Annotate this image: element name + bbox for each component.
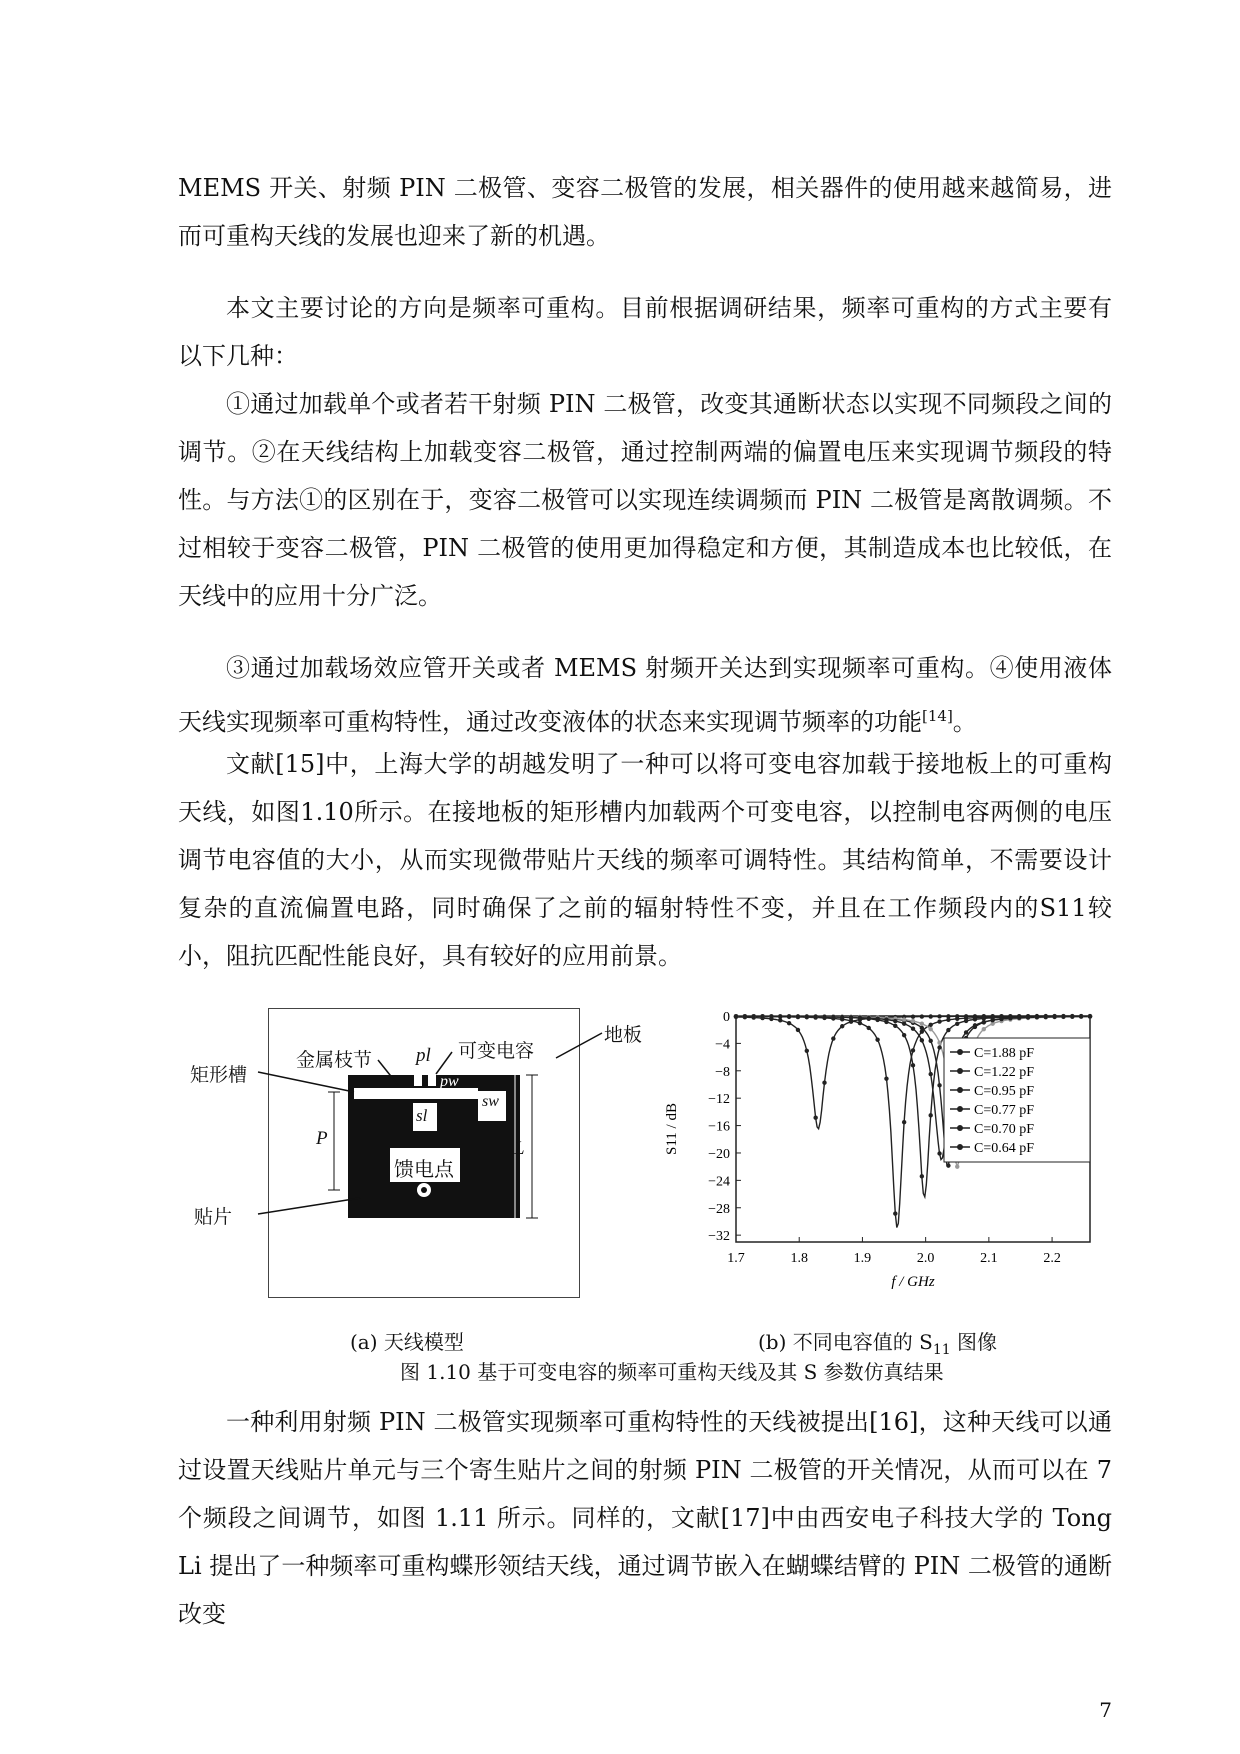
paragraph-6: 一种利用射频 PIN 二极管实现频率可重构特性的天线被提出[16]，这种天线可以通过设置天线贴片单元与三个寄生贴片之间的射频 PIN 二极管的开关情况，从而可以在 7 个频段之间调节，如图 1.11 所示。同样的，文献[17]中由西安电子科技大学的 Tong Li 提出了一种频率可重构蝶形领结天线，通过调节嵌入在蝴蝶结臂的 PIN 二极管的通断改变 bbox=[178, 1408, 1112, 1628]
paragraph-1: MEMS 开关、射频 PIN 二极管、变容二极管的发展，相关器件的使用越来越简易，进而可重构天线的发展也迎来了新的机遇。 bbox=[178, 174, 1112, 250]
data-point bbox=[982, 1020, 986, 1024]
data-point bbox=[946, 1018, 950, 1022]
caption-a: (a) 天线模型 bbox=[350, 1330, 464, 1354]
data-point bbox=[955, 1022, 959, 1026]
legend-marker bbox=[957, 1087, 963, 1093]
legend-label: C=0.95 pF bbox=[974, 1084, 1035, 1099]
data-point bbox=[920, 1029, 924, 1033]
data-point bbox=[734, 1014, 738, 1018]
data-point bbox=[831, 1036, 835, 1040]
caption-b: (b) 不同电容值的 $S_{11}$ 图像 bbox=[758, 1330, 998, 1358]
data-point bbox=[1052, 1015, 1056, 1019]
citation-14: [14] bbox=[922, 707, 953, 725]
data-point bbox=[875, 1017, 879, 1021]
data-point bbox=[937, 1014, 941, 1018]
label-sw: sw bbox=[482, 1093, 499, 1110]
x-tick-label: 1.9 bbox=[853, 1251, 872, 1266]
data-point bbox=[1070, 1014, 1074, 1018]
data-point bbox=[760, 1014, 764, 1018]
data-point bbox=[813, 1015, 817, 1019]
data-point bbox=[822, 1015, 826, 1019]
label-rect-slot: 矩形槽 bbox=[190, 1064, 248, 1086]
label-sl: sl bbox=[416, 1106, 428, 1125]
data-point bbox=[902, 1021, 906, 1025]
paragraph-5: 文献[15]中，上海大学的胡越发明了一种可以将可变电容加载于接地板上的可重构天线，如图1.10所示。在接地板的矩形槽内加载两个可变电容，以控制电容两侧的电压调节电容值的大小，从而实现微带贴片天线的频率可调特性。其结构简单，不需要设计复杂的直流偏置电路，同时确保了之前的辐射特性不变，并且在工作频段内的S11较小，阻抗匹配性能良好，具有较好的应用前景。 bbox=[178, 750, 1112, 970]
data-point bbox=[849, 1015, 853, 1019]
data-point bbox=[1035, 1015, 1039, 1019]
data-point bbox=[920, 1038, 924, 1042]
data-point bbox=[937, 1151, 941, 1155]
data-point bbox=[893, 1019, 897, 1023]
data-point bbox=[752, 1014, 756, 1018]
data-point bbox=[911, 1048, 915, 1052]
paragraph-4-text: ③通过加载场效应管开关或者 MEMS 射频开关达到实现频率可重构。④使用液体天线实现频率可重构特性，通过改变液体的状态来实现调节频率的功能 bbox=[178, 654, 1112, 736]
data-point bbox=[929, 1027, 933, 1031]
legend-label: C=0.70 pF bbox=[974, 1122, 1035, 1137]
legend-label: C=1.22 pF bbox=[974, 1065, 1035, 1080]
data-point bbox=[946, 1163, 950, 1167]
label-pw: pw bbox=[440, 1073, 459, 1090]
legend-marker bbox=[957, 1106, 963, 1112]
label-pl: pl bbox=[416, 1045, 431, 1066]
data-point bbox=[884, 1076, 888, 1080]
data-point bbox=[1017, 1016, 1021, 1020]
varactor-icon bbox=[414, 1072, 422, 1086]
data-point bbox=[990, 1018, 994, 1022]
data-point bbox=[893, 1024, 897, 1028]
data-point bbox=[867, 1016, 871, 1020]
data-point bbox=[796, 1014, 800, 1018]
data-point bbox=[964, 1030, 968, 1034]
data-point bbox=[1061, 1015, 1065, 1019]
y-tick-label: −12 bbox=[708, 1092, 730, 1108]
data-point bbox=[920, 1174, 924, 1178]
data-point bbox=[840, 1024, 844, 1028]
data-point bbox=[875, 1038, 879, 1042]
y-axis-label: S11 / dB bbox=[664, 1103, 680, 1155]
data-point bbox=[937, 1041, 941, 1045]
data-point bbox=[946, 1028, 950, 1032]
data-point bbox=[955, 1017, 959, 1021]
data-point bbox=[902, 1120, 906, 1124]
data-point bbox=[778, 1014, 782, 1018]
data-point bbox=[1044, 1015, 1048, 1019]
data-point bbox=[929, 1039, 933, 1043]
data-point bbox=[929, 1014, 933, 1018]
label-feed: 馈电点 bbox=[394, 1157, 454, 1181]
data-point bbox=[920, 1022, 924, 1026]
data-point bbox=[822, 1080, 826, 1084]
legend-marker bbox=[957, 1068, 963, 1074]
data-point bbox=[929, 1023, 933, 1027]
data-point bbox=[893, 1211, 897, 1215]
y-tick-label: −4 bbox=[715, 1037, 730, 1053]
data-point bbox=[973, 1017, 977, 1021]
page-number: 7 bbox=[1099, 1698, 1112, 1722]
data-point bbox=[813, 1116, 817, 1120]
label-L: L bbox=[514, 1138, 525, 1159]
data-point bbox=[929, 1113, 933, 1117]
label-varactor: 可变电容 bbox=[458, 1040, 535, 1062]
paragraph-2: 本文主要讨论的方向是频率可重构。目前根据调研结果，频率可重构的方式主要有以下几种： bbox=[178, 294, 1112, 370]
x-tick-label: 2.1 bbox=[980, 1251, 998, 1266]
paragraph-3: ①通过加载单个或者若干射频 PIN 二极管，改变其通断状态以实现不同频段之间的调节。②在天线结构上加载变容二极管，通过控制两端的偏置电压来实现调节频段的特性。与方法①的区别在于，变容二极管可以实现连续调频而 PIN 二极管是离散调频。不过相较于变容二极管，PIN 二极管的使用更加得稳定和方便，其制造成本也比较低，在天线中的应用十分广泛。 bbox=[178, 390, 1112, 610]
data-point bbox=[937, 1083, 941, 1087]
data-point bbox=[858, 1015, 862, 1019]
y-tick-label: −8 bbox=[715, 1064, 730, 1080]
data-point bbox=[911, 1019, 915, 1023]
legend-marker bbox=[957, 1144, 963, 1150]
data-point bbox=[911, 1015, 915, 1019]
data-point bbox=[867, 1026, 871, 1030]
data-point bbox=[973, 1023, 977, 1027]
x-axis-label: f / GHz bbox=[891, 1274, 935, 1290]
label-metal-branch: 金属枝节 bbox=[296, 1049, 373, 1071]
paragraph-4-tail: 。 bbox=[952, 708, 977, 736]
data-point bbox=[937, 1019, 941, 1023]
data-point bbox=[920, 1026, 924, 1030]
data-point bbox=[796, 1028, 800, 1032]
legend-label: C=0.64 pF bbox=[974, 1141, 1035, 1156]
y-tick-label: −16 bbox=[708, 1119, 730, 1135]
data-point bbox=[902, 1033, 906, 1037]
data-point bbox=[1026, 1015, 1030, 1019]
data-point bbox=[787, 1021, 791, 1025]
legend-marker bbox=[957, 1049, 963, 1055]
data-point bbox=[999, 1017, 1003, 1021]
data-point bbox=[805, 1014, 809, 1018]
data-point bbox=[982, 1027, 986, 1031]
data-point bbox=[911, 1063, 915, 1067]
data-point bbox=[929, 1072, 933, 1076]
x-tick-label: 1.8 bbox=[790, 1251, 808, 1266]
data-point bbox=[911, 1026, 915, 1030]
label-ground: 地板 bbox=[604, 1024, 643, 1046]
data-point bbox=[787, 1014, 791, 1018]
data-point bbox=[884, 1017, 888, 1021]
x-tick-label: 2.2 bbox=[1043, 1251, 1061, 1266]
s11-chart bbox=[650, 1000, 1110, 1310]
y-tick-label: 0 bbox=[723, 1010, 730, 1025]
data-point bbox=[858, 1021, 862, 1025]
x-tick-label: 2.0 bbox=[916, 1251, 935, 1266]
data-point bbox=[902, 1017, 906, 1021]
data-point bbox=[743, 1014, 747, 1018]
y-tick-label: −32 bbox=[708, 1229, 730, 1245]
data-point bbox=[964, 1019, 968, 1023]
data-point bbox=[831, 1015, 835, 1019]
data-point bbox=[1008, 1016, 1012, 1020]
data-point bbox=[805, 1049, 809, 1053]
legend-marker bbox=[957, 1125, 963, 1131]
label-P: P bbox=[316, 1128, 328, 1149]
y-tick-label: −28 bbox=[708, 1201, 730, 1217]
data-point bbox=[937, 1045, 941, 1049]
legend-label: C=1.88 pF bbox=[974, 1046, 1035, 1061]
y-tick-label: −24 bbox=[708, 1174, 730, 1190]
legend-label: C=0.77 pF bbox=[974, 1103, 1035, 1118]
data-point bbox=[955, 1164, 959, 1168]
data-point bbox=[920, 1014, 924, 1018]
label-patch: 贴片 bbox=[194, 1206, 233, 1228]
data-point bbox=[840, 1015, 844, 1019]
x-tick-label: 1.7 bbox=[727, 1251, 745, 1266]
y-tick-label: −20 bbox=[708, 1146, 730, 1162]
data-point bbox=[1079, 1014, 1083, 1018]
rect-slot-shape bbox=[354, 1088, 478, 1099]
figure-caption: 图 1.10 基于可变电容的频率可重构天线及其 S 参数仿真结果 bbox=[400, 1360, 944, 1384]
data-point bbox=[769, 1014, 773, 1018]
data-point bbox=[1088, 1014, 1092, 1018]
